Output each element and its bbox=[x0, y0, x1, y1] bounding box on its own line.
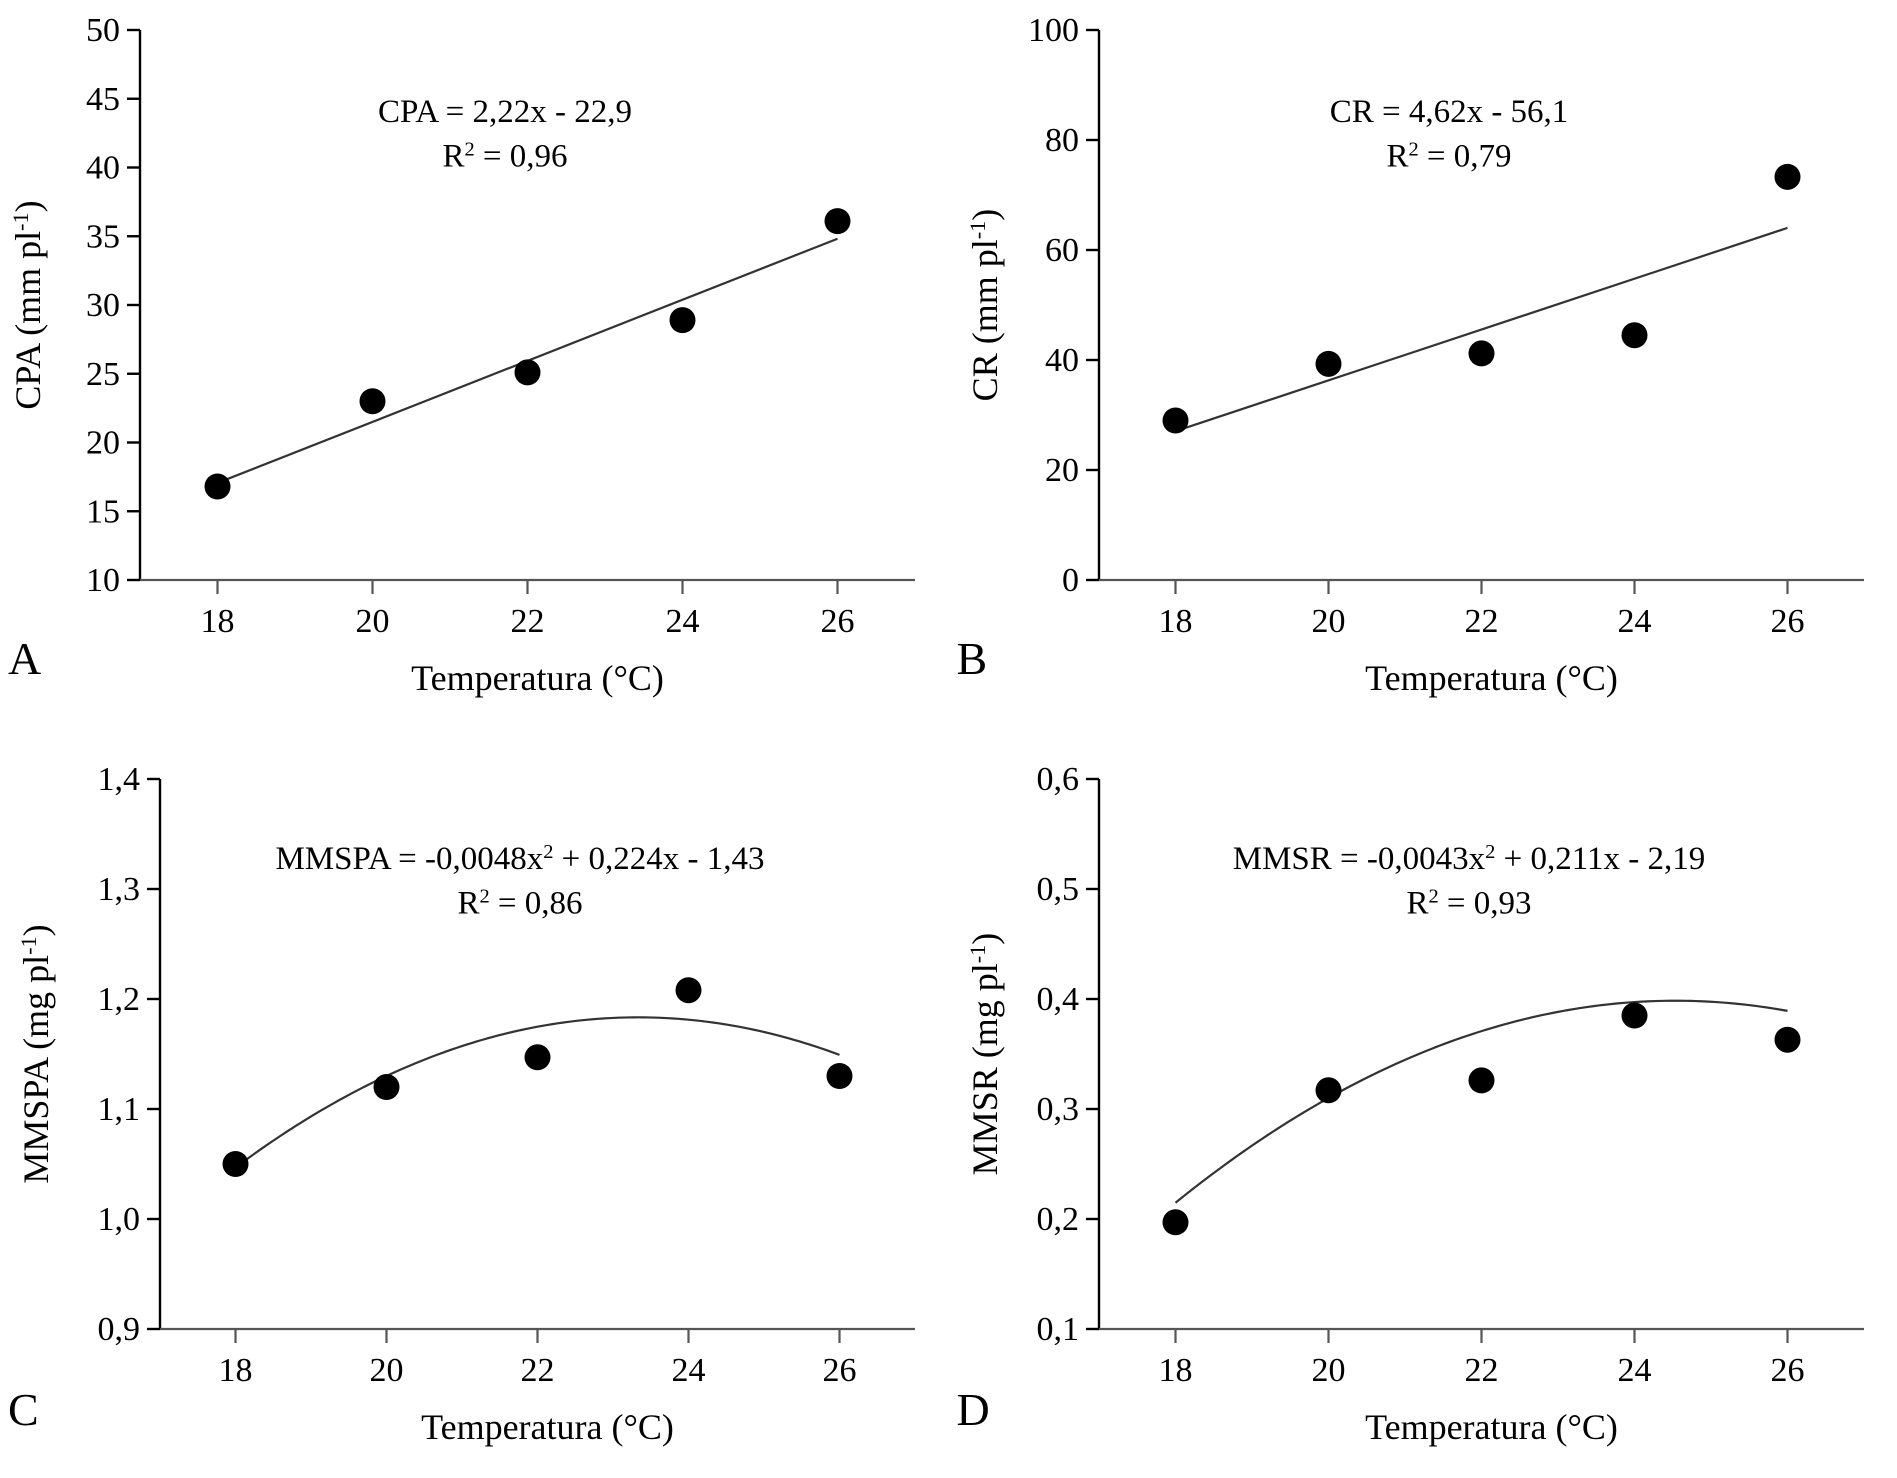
x-tick-label: 24 bbox=[671, 1352, 706, 1389]
y-tick-label: 45 bbox=[86, 80, 120, 118]
panel-b bbox=[949, 0, 1897, 739]
y-axis-title bbox=[964, 209, 1005, 402]
x-tick-label: 20 bbox=[355, 603, 390, 640]
data-point bbox=[223, 1151, 249, 1177]
x-tick-label: 20 bbox=[369, 1352, 404, 1389]
x-tick-label: 26 bbox=[1770, 1352, 1804, 1389]
x-axis-title: Temperatura (°C) bbox=[1364, 658, 1618, 698]
x-tick-label: 24 bbox=[1617, 603, 1651, 640]
panel-letter-c: C bbox=[8, 1384, 39, 1435]
data-point bbox=[1774, 164, 1800, 190]
x-tick-label: 18 bbox=[200, 603, 235, 640]
chart-a bbox=[0, 0, 948, 739]
equation-label: MMSPA = $-0,0048x^2 + 0,224x - 1,43$ bbox=[275, 841, 765, 877]
x-tick-label: 22 bbox=[510, 603, 545, 640]
svg-text:MMSR (mg pl-1): MMSR (mg $pl^{-1}$) bbox=[964, 932, 1005, 1176]
x-tick-label: 20 bbox=[1311, 603, 1345, 640]
data-point bbox=[1774, 1027, 1800, 1053]
panel-a bbox=[0, 0, 949, 739]
y-tick-label: 1,1 bbox=[97, 1091, 140, 1128]
y-axis-title bbox=[16, 924, 57, 1183]
chart-c bbox=[0, 739, 948, 1478]
y-tick-label: 0,6 bbox=[1036, 761, 1079, 798]
y-axis-title bbox=[964, 933, 1005, 1176]
x-tick-label: 26 bbox=[1770, 603, 1804, 640]
y-tick-label: 40 bbox=[1044, 342, 1079, 379]
y-tick-label: 0,1 bbox=[1036, 1311, 1079, 1348]
x-tick-label: 26 bbox=[822, 1352, 857, 1389]
x-tick-label: 18 bbox=[1158, 1352, 1192, 1389]
y-tick-label: 1,4 bbox=[97, 761, 140, 798]
panel-letter-a: A bbox=[8, 633, 42, 684]
y-tick-label: 0,9 bbox=[97, 1311, 140, 1348]
data-point bbox=[374, 1074, 400, 1100]
r2-label: $R^2 = 0,79$ bbox=[1385, 138, 1512, 175]
trend-curve bbox=[1175, 1001, 1787, 1203]
x-tick-label: 22 bbox=[1464, 603, 1498, 640]
y-tick-label: 100 bbox=[1027, 12, 1079, 49]
x-tick-label: 22 bbox=[1464, 1352, 1498, 1389]
y-tick-label: 60 bbox=[1044, 232, 1079, 269]
y-tick-label: 0,2 bbox=[1036, 1201, 1079, 1238]
data-point bbox=[827, 1063, 853, 1089]
equation-label: CPA = 2,22x - 22,9 bbox=[378, 94, 632, 130]
data-point bbox=[670, 307, 696, 333]
panel-c bbox=[0, 739, 949, 1478]
svg-text:CPA (mm pl-1): CPA (mm $pl^{-1}$) bbox=[7, 200, 48, 410]
r2-label: $R^2 = 0,93$ bbox=[1405, 885, 1532, 922]
data-point bbox=[1621, 1003, 1647, 1029]
y-tick-label: 0,3 bbox=[1036, 1091, 1079, 1128]
x-tick-label: 18 bbox=[218, 1352, 253, 1389]
y-tick-label: 80 bbox=[1044, 122, 1079, 159]
x-tick-label: 18 bbox=[1158, 603, 1192, 640]
x-tick-label: 22 bbox=[520, 1352, 555, 1389]
y-tick-label: 50 bbox=[86, 12, 120, 49]
trend-curve bbox=[236, 1017, 840, 1167]
y-tick-label: 25 bbox=[86, 355, 120, 393]
r2-label: $R^2 = 0,96$ bbox=[442, 138, 568, 175]
data-point bbox=[360, 388, 386, 414]
y-tick-label: 0 bbox=[1061, 562, 1079, 599]
y-tick-label: 35 bbox=[86, 218, 120, 256]
data-point bbox=[1162, 408, 1188, 434]
y-tick-label: 20 bbox=[86, 424, 120, 462]
r2-label: $R^2 = 0,86$ bbox=[457, 885, 583, 922]
data-point bbox=[1162, 1209, 1188, 1235]
chart-b bbox=[949, 0, 1897, 739]
y-tick-label: 0,4 bbox=[1036, 981, 1079, 1018]
data-point bbox=[515, 359, 541, 385]
data-point bbox=[676, 977, 702, 1003]
equation-label: MMSR = $-0,0043x^2 + 0,211x - 2,19$ bbox=[1232, 841, 1705, 877]
x-tick-label: 26 bbox=[820, 603, 855, 640]
y-tick-label: 1,2 bbox=[97, 981, 140, 1018]
y-tick-label: 15 bbox=[86, 493, 120, 531]
data-point bbox=[1315, 1077, 1341, 1103]
data-point bbox=[525, 1044, 551, 1070]
y-tick-label: 1,3 bbox=[97, 871, 140, 908]
data-point bbox=[1621, 322, 1647, 348]
svg-text:CR (mm pl-1): CR (mm $pl^{-1}$) bbox=[964, 208, 1005, 402]
x-axis-title: Temperatura (°C) bbox=[1364, 1407, 1618, 1447]
data-point bbox=[825, 208, 851, 234]
x-tick-label: 20 bbox=[1311, 1352, 1345, 1389]
data-point bbox=[1468, 340, 1494, 366]
x-axis-title: Temperatura (°C) bbox=[411, 658, 664, 698]
chart-d bbox=[949, 739, 1897, 1478]
y-tick-label: 0,5 bbox=[1036, 871, 1079, 908]
y-tick-label: 20 bbox=[1044, 452, 1079, 489]
y-tick-label: 10 bbox=[86, 562, 120, 599]
panel-d bbox=[949, 739, 1897, 1478]
y-tick-label: 1,0 bbox=[97, 1201, 140, 1238]
svg-text:MMSPA (mg pl-1): MMSPA (mg $pl^{-1}$) bbox=[15, 924, 56, 1184]
y-axis-title bbox=[8, 200, 49, 409]
x-tick-label: 24 bbox=[1617, 1352, 1651, 1389]
data-point bbox=[205, 474, 231, 500]
y-tick-label: 30 bbox=[86, 287, 120, 324]
panel-letter-d: D bbox=[956, 1384, 990, 1435]
data-point bbox=[1315, 351, 1341, 377]
equation-label: CR = 4,62x - 56,1 bbox=[1329, 94, 1568, 130]
y-tick-label: 40 bbox=[86, 149, 120, 187]
data-point bbox=[1468, 1067, 1494, 1093]
trend-line bbox=[1175, 228, 1787, 431]
panel-letter-b: B bbox=[956, 633, 988, 684]
x-tick-label: 24 bbox=[665, 603, 700, 640]
x-axis-title: Temperatura (°C) bbox=[421, 1407, 674, 1447]
